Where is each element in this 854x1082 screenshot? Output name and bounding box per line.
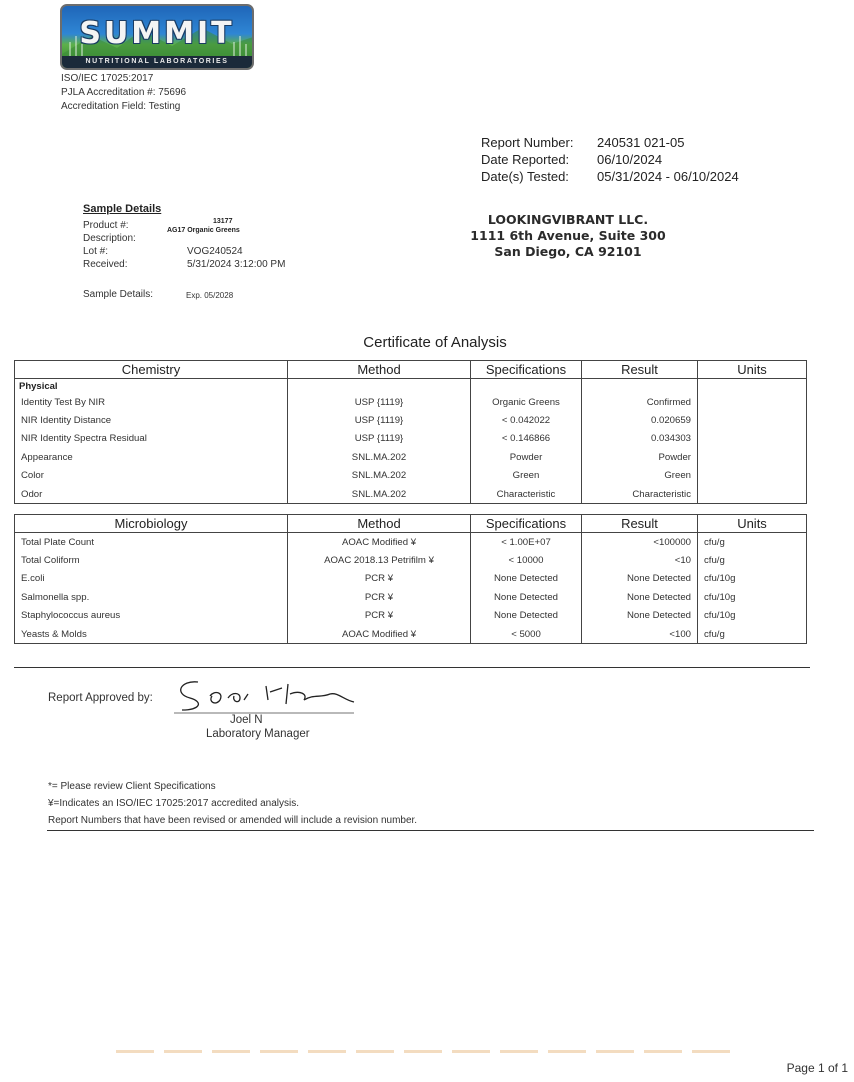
received-value: 5/31/2024 3:12:00 PM — [187, 259, 286, 270]
units: cfu/g — [698, 551, 807, 569]
units — [698, 467, 807, 485]
method: USP {1119} — [288, 430, 471, 448]
lot-value: VOG240524 — [187, 246, 243, 257]
column-header: Chemistry — [15, 361, 288, 379]
dates-tested: 05/31/2024 - 06/10/2024 — [597, 169, 739, 184]
footnotes — [48, 778, 417, 829]
specification: None Detected — [471, 570, 582, 588]
result: Characteristic — [582, 485, 698, 504]
microbiology-table — [14, 514, 807, 644]
sample-details-label: Sample Details: — [83, 289, 154, 300]
table-row — [15, 411, 807, 429]
table-row — [15, 607, 807, 625]
method: PCR ¥ — [288, 588, 471, 606]
column-header: Result — [582, 515, 698, 533]
result: None Detected — [582, 588, 698, 606]
test-name: Appearance — [15, 448, 288, 466]
approver-title: Laboratory Manager — [206, 728, 310, 740]
specification: None Detected — [471, 588, 582, 606]
table-row — [15, 625, 807, 644]
result: Powder — [582, 448, 698, 466]
report-number-label: Report Number: — [481, 135, 574, 150]
date-reported: 06/10/2024 — [597, 152, 663, 167]
specification: Powder — [471, 448, 582, 466]
signature-image — [170, 676, 360, 716]
specification: < 0.146866 — [471, 430, 582, 448]
units — [698, 485, 807, 504]
client-address-line1: 1111 6th Avenue, Suite 300 — [470, 228, 666, 243]
specification: Organic Greens — [471, 393, 582, 411]
units — [698, 393, 807, 411]
table-row — [15, 393, 807, 411]
column-header: Units — [698, 361, 807, 379]
test-name: Staphylococcus aureus — [15, 607, 288, 625]
table-row — [15, 448, 807, 466]
sample-details-value: Exp. 05/2028 — [186, 291, 234, 300]
chemistry-table — [14, 360, 807, 504]
client-address — [470, 212, 666, 260]
column-header: Microbiology — [15, 515, 288, 533]
footnote-client-specs: *= Please review Client Specifications — [48, 781, 216, 792]
test-name: Identity Test By NIR — [15, 393, 288, 411]
test-name: Total Plate Count — [15, 533, 288, 552]
units: cfu/10g — [698, 588, 807, 606]
result: <100000 — [582, 533, 698, 552]
approver-name: Joel N — [230, 714, 263, 726]
units — [698, 411, 807, 429]
physical-subheader: Physical — [15, 379, 288, 394]
units: cfu/g — [698, 625, 807, 644]
lot-label: Lot #: — [83, 246, 109, 257]
column-header: Specifications — [471, 361, 582, 379]
report-number: 240531 021-05 — [597, 135, 685, 150]
table-row — [15, 570, 807, 588]
product-label: Product #: — [83, 220, 129, 231]
microbiology-header-row — [15, 515, 807, 533]
table-row — [15, 588, 807, 606]
table-row — [15, 485, 807, 504]
accreditation-block — [61, 72, 186, 114]
footnote-revisions: Report Numbers that have been revised or amended will include a revision number. — [48, 815, 418, 826]
product-number: 13177 — [213, 218, 233, 225]
result: None Detected — [582, 607, 698, 625]
column-header: Method — [288, 361, 471, 379]
description-value: AG17 Organic Greens — [167, 227, 240, 234]
client-name: LOOKINGVIBRANT LLC. — [487, 212, 649, 227]
method: AOAC Modified ¥ — [288, 533, 471, 552]
date-reported-label: Date Reported: — [481, 152, 570, 167]
description-label: Description: — [83, 233, 136, 244]
column-header: Method — [288, 515, 471, 533]
method: SNL.MA.202 — [288, 448, 471, 466]
test-name: Color — [15, 467, 288, 485]
logo-wordmark: SUMMIT — [79, 16, 235, 51]
client-address-line2: San Diego, CA 92101 — [494, 244, 642, 259]
specification: < 5000 — [471, 625, 582, 644]
units: cfu/10g — [698, 607, 807, 625]
page-number: Page 1 of 1 — [786, 1061, 848, 1075]
units — [698, 430, 807, 448]
method: USP {1119} — [288, 393, 471, 411]
accreditation-iso: ISO/IEC 17025:2017 — [61, 73, 154, 84]
specification: < 1.00E+07 — [471, 533, 582, 552]
result: Green — [582, 467, 698, 485]
column-header: Units — [698, 515, 807, 533]
footnote-accredited: ¥=Indicates an ISO/IEC 17025:2017 accredited analysis. — [48, 798, 299, 809]
report-info — [481, 134, 739, 185]
specification: < 0.042022 — [471, 411, 582, 429]
method: PCR ¥ — [288, 607, 471, 625]
dates-tested-label: Date(s) Tested: — [481, 169, 569, 184]
method: PCR ¥ — [288, 570, 471, 588]
test-name: NIR Identity Distance — [15, 411, 288, 429]
method: SNL.MA.202 — [288, 467, 471, 485]
table-row — [15, 467, 807, 485]
method: USP {1119} — [288, 411, 471, 429]
table-row — [15, 551, 807, 569]
result: <100 — [582, 625, 698, 644]
test-name: Total Coliform — [15, 551, 288, 569]
summit-logo — [60, 4, 254, 70]
result: 0.034303 — [582, 430, 698, 448]
specification: < 10000 — [471, 551, 582, 569]
sample-details-title: Sample Details — [83, 203, 162, 215]
test-name: Salmonella spp. — [15, 588, 288, 606]
result: 0.020659 — [582, 411, 698, 429]
column-header: Specifications — [471, 515, 582, 533]
method: AOAC 2018.13 Petrifilm ¥ — [288, 551, 471, 569]
received-label: Received: — [83, 259, 128, 270]
specification: Green — [471, 467, 582, 485]
chemistry-header-row — [15, 361, 807, 379]
certificate-title: Certificate of Analysis — [363, 334, 507, 351]
units — [698, 448, 807, 466]
result: <10 — [582, 551, 698, 569]
method: SNL.MA.202 — [288, 485, 471, 504]
specification: None Detected — [471, 607, 582, 625]
result: Confirmed — [582, 393, 698, 411]
test-name: Yeasts & Molds — [15, 625, 288, 644]
units: cfu/g — [698, 533, 807, 552]
accreditation-field: Accreditation Field: Testing — [61, 101, 181, 112]
test-name: Odor — [15, 485, 288, 504]
footer-divider — [47, 830, 814, 831]
section-divider — [14, 667, 810, 668]
accreditation-pjla: PJLA Accreditation #: 75696 — [61, 87, 187, 98]
test-name: NIR Identity Spectra Residual — [15, 430, 288, 448]
approved-by-label: Report Approved by: — [48, 692, 153, 704]
specification: Characteristic — [471, 485, 582, 504]
table-row — [15, 430, 807, 448]
column-header: Result — [582, 361, 698, 379]
table-row — [15, 533, 807, 552]
subheader-row — [15, 379, 807, 394]
faded-footer-artifact — [116, 1050, 736, 1053]
method: AOAC Modified ¥ — [288, 625, 471, 644]
test-name: E.coli — [15, 570, 288, 588]
logo-tagline: NUTRITIONAL LABORATORIES — [62, 56, 252, 68]
units: cfu/10g — [698, 570, 807, 588]
result: None Detected — [582, 570, 698, 588]
